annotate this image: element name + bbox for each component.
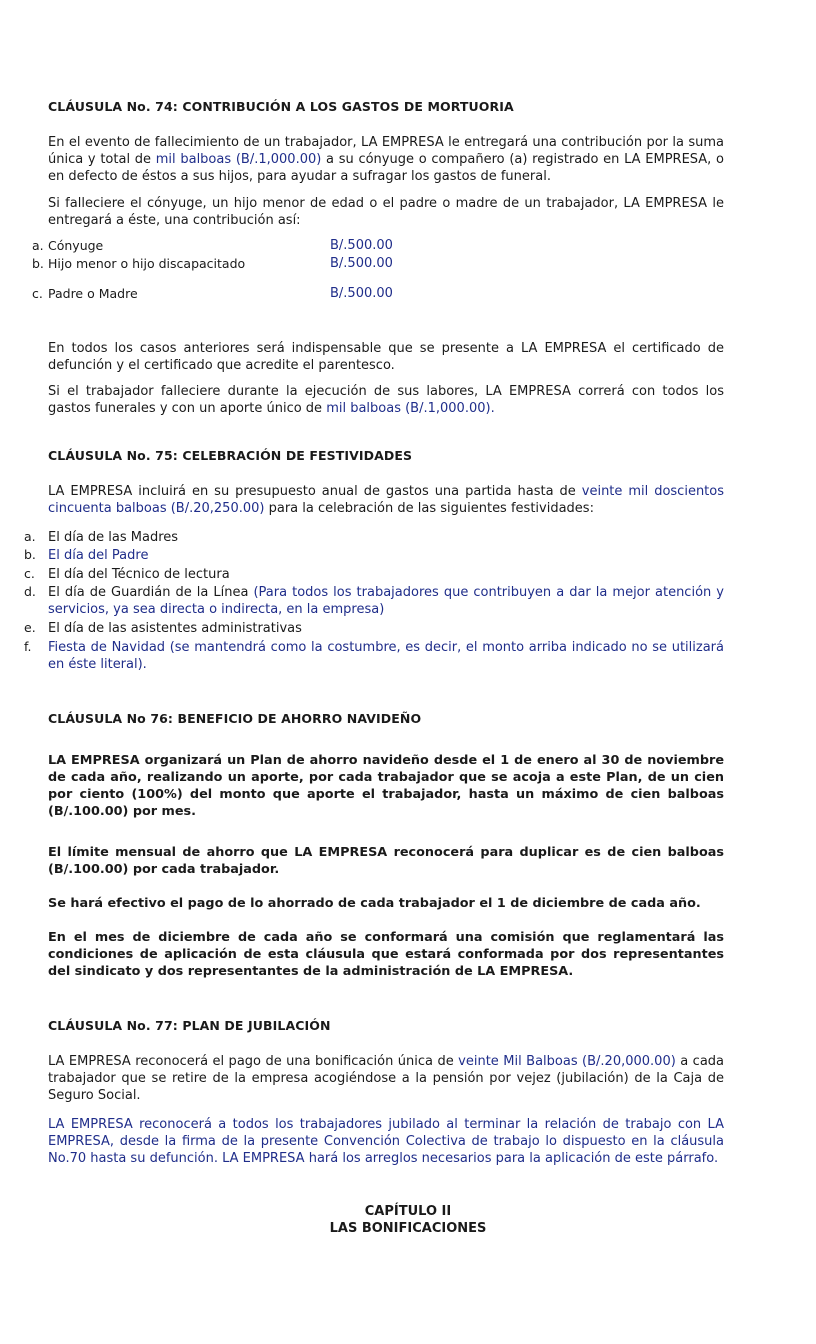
list-letter: b. — [32, 256, 44, 271]
list-item-text: El día de Guardián de la Línea — [48, 585, 254, 600]
list-item-amount: B/.500.00 — [330, 256, 393, 271]
clause-74-p1-amount: mil balboas (B/.1,000.00) — [155, 152, 322, 167]
list-item-amount: B/.500.00 — [330, 286, 393, 301]
clause-77-title: CLÁUSULA No. 77: PLAN DE JUBILACIÓN — [48, 1018, 331, 1033]
clause-74-paragraph-4 — [48, 383, 724, 417]
list-item: El día del Técnico de lectura — [48, 567, 230, 582]
clause-75-paragraph-1 — [48, 483, 724, 517]
list-letter: e. — [24, 620, 36, 635]
list-item: El día de las Madres — [48, 530, 179, 545]
clause-74-paragraph-2: Si falleciere el cónyuge, un hijo menor de edad o el padre o madre de un trabajador, LA EMPRESA le entregará a éste, una contribución así: — [48, 196, 724, 228]
list-letter: a. — [24, 529, 36, 544]
clause-75-p1-text: LA EMPRESA incluirá en su presupuesto anual de gastos una partida hasta de — [48, 484, 582, 499]
list-item: El día del Padre — [48, 548, 149, 563]
clause-74-p4-text: Si el trabajador falleciere durante la ejecución de sus labores, LA EMPRESA correrá con todos los gastos funerales y con un aporte único de — [48, 384, 724, 416]
clause-76-title: CLÁUSULA No 76: BENEFICIO DE AHORRO NAVIDEÑO — [48, 711, 422, 726]
chapter-number: CAPÍTULO II — [364, 1204, 452, 1219]
list-item-label: Padre o Madre — [48, 286, 138, 301]
clause-74-title: CLÁUSULA No. 74: CONTRIBUCIÓN A LOS GASTOS DE MORTUORIA — [48, 99, 514, 114]
clause-75-p1-amount: veinte mil doscientos cincuenta balboas (B/.20,250.00) — [48, 484, 725, 516]
clause-75-p1-text-end: para la celebración de las siguientes festividades: — [264, 501, 594, 516]
list-item-amount: B/.500.00 — [330, 238, 393, 253]
clause-76-paragraph-1: LA EMPRESA organizará un Plan de ahorro navideño desde el 1 de enero al 30 de noviembre de cada año, realizando un aporte, por cada trabajador que se acoja a este Plan, de un cien por ciento (100%) del monto que aporte el trabajador, hasta un máximo de cien balboas (B/.100.00) por mes. — [48, 753, 724, 819]
list-item: El día de las asistentes administrativas — [48, 621, 302, 636]
list-letter: c. — [32, 286, 43, 301]
list-item — [48, 584, 724, 618]
list-letter: c. — [24, 566, 35, 581]
list-item-label: Cónyuge — [48, 238, 104, 253]
clause-74-p1-text-end: a su cónyuge o compañero (a) registrado en LA EMPRESA, o en defecto de éstos a sus hijos, para ayudar a sufragar los gastos de funeral. — [48, 152, 724, 184]
clause-77-paragraph-2: LA EMPRESA reconocerá a todos los trabajadores jubilado al terminar la relación de trabajo con LA EMPRESA, desde la firma de la presente Convención Colectiva de trabajo lo dispuesto en la cláusula No.70 hasta su defunción. LA EMPRESA hará los arreglos necesarios para la aplicación de este párrafo. — [48, 1117, 724, 1166]
clause-76-paragraph-2: El límite mensual de ahorro que LA EMPRESA reconocerá para duplicar es de cien balboas (B/.100.00) por cada trabajador. — [48, 845, 724, 877]
clause-75-title: CLÁUSULA No. 75: CELEBRACIÓN DE FESTIVIDADES — [48, 448, 413, 463]
clause-74-paragraph-3: En todos los casos anteriores será indispensable que se presente a LA EMPRESA el certificado de defunción y el certificado que acredite el parentesco. — [48, 341, 724, 373]
clause-77-p1-text-end: a cada trabajador que se retire de la empresa acogiéndose a la pensión por vejez (jubilación) de la Caja de Seguro Social. — [48, 1054, 724, 1103]
clause-74-p4-amount: mil balboas (B/.1,000.00). — [326, 401, 495, 416]
clause-74-p1-text: En el evento de fallecimiento de un trabajador, LA EMPRESA le entregará una contribución por la suma única y total de — [48, 135, 724, 167]
list-letter: b. — [24, 547, 36, 562]
list-item: Fiesta de Navidad (se mantendrá como la costumbre, es decir, el monto arriba indicado no se utilizará en éste literal). — [48, 640, 724, 672]
list-letter: d. — [24, 584, 36, 599]
list-letter: f. — [24, 639, 32, 654]
clause-74-paragraph-1 — [48, 134, 724, 185]
clause-77-paragraph-1 — [48, 1053, 724, 1104]
clause-77-p1-amount: veinte Mil Balboas (B/.20,000.00) — [458, 1054, 676, 1069]
list-item-note: (Para todos los trabajadores que contribuyen a dar la mejor atención y servicios, ya sea directa o indirecta, en la empresa) — [48, 585, 724, 617]
list-item-label: Hijo menor o hijo discapacitado — [48, 256, 246, 271]
list-letter: a. — [32, 238, 44, 253]
chapter-title: LAS BONIFICACIONES — [329, 1221, 487, 1236]
clause-76-paragraph-3: Se hará efectivo el pago de lo ahorrado de cada trabajador el 1 de diciembre de cada año. — [48, 896, 701, 911]
clause-76-paragraph-4: En el mes de diciembre de cada año se conformará una comisión que reglamentará las condiciones de aplicación de esta cláusula que estará conformada por dos representantes del sindicato y dos representantes de la administración de LA EMPRESA. — [48, 930, 724, 979]
clause-77-p1-text: LA EMPRESA reconocerá el pago de una bonificación única de — [48, 1054, 459, 1069]
